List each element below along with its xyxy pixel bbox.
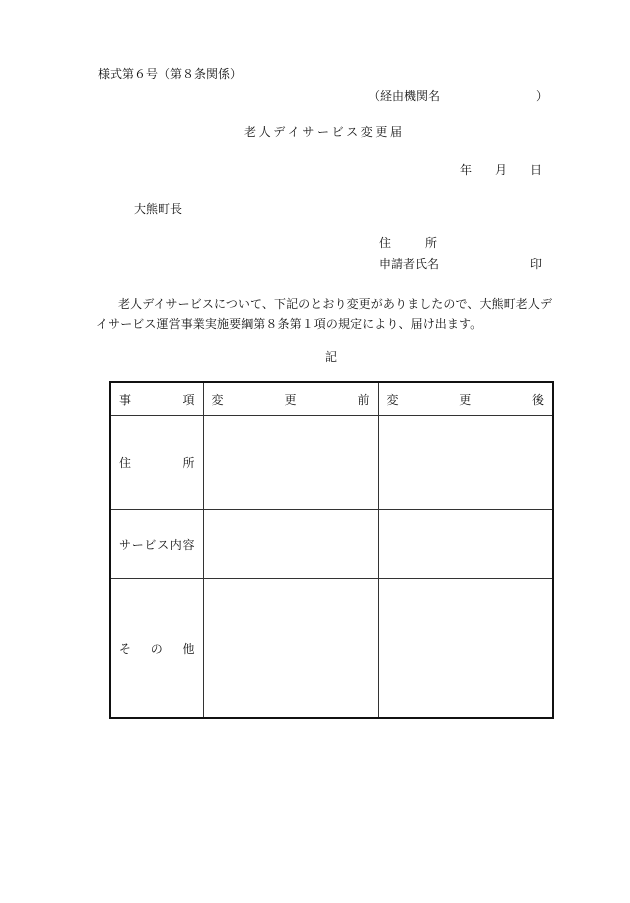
row-label-char: 内: [169, 537, 182, 552]
row-label-char: 容: [182, 537, 195, 552]
change-table: [109, 381, 554, 719]
seal-mark: 印: [530, 257, 543, 271]
header-char: 更: [459, 392, 472, 407]
recipient: 大熊町長: [134, 202, 183, 216]
header-char: 事: [119, 392, 132, 407]
row-label-char: サ: [119, 537, 132, 552]
form-number: 様式第６号（第８条関係）: [98, 67, 243, 81]
applicant-address-label: [379, 236, 437, 250]
via-agency-field: （経由機関名 ）: [368, 89, 549, 103]
row-label-other: [110, 579, 203, 719]
row-label-char: 住: [119, 456, 132, 470]
row-label-char: そ: [119, 641, 132, 656]
date-day-label: 日: [529, 163, 542, 177]
service-before-cell[interactable]: [203, 510, 378, 579]
table-row: [110, 579, 553, 719]
title-char: 変: [360, 125, 373, 139]
title-char: イ: [287, 125, 300, 139]
row-label-char: 所: [182, 456, 195, 470]
title-char: 人: [258, 125, 271, 139]
address-after-cell[interactable]: [378, 416, 553, 510]
table-header-row: [110, 382, 553, 416]
row-label-char: ス: [157, 537, 170, 552]
other-after-cell[interactable]: [378, 579, 553, 719]
row-label-char: の: [150, 641, 163, 656]
header-char: 前: [357, 392, 370, 407]
row-label-address: [110, 416, 203, 510]
header-char: 変: [211, 392, 224, 407]
header-before: [203, 382, 378, 416]
date-month-label: 月: [494, 163, 507, 177]
header-char: 変: [386, 392, 399, 407]
row-label-char: 他: [182, 641, 195, 656]
date-line: [460, 163, 542, 177]
header-after: [378, 382, 553, 416]
address-char: 所: [424, 236, 437, 250]
header-item: [110, 382, 203, 416]
body-text: 老人デイサービスについて、下記のとおり変更がありましたので、大熊町老人デイサービス運営事業実施要綱第８条第１項の規定により、届け出ます。: [96, 297, 553, 331]
row-label-char: ー: [131, 537, 144, 552]
title-char: サ: [302, 125, 315, 139]
table-row: [110, 416, 553, 510]
header-char: 後: [531, 392, 544, 407]
ki-heading: 記: [325, 350, 338, 364]
title-char: ー: [316, 125, 329, 139]
other-before-cell[interactable]: [203, 579, 378, 719]
row-label-service-content: [110, 510, 203, 579]
title-char: ビ: [331, 125, 344, 139]
applicant-name-label: 申請者氏名: [379, 257, 440, 271]
address-char: 住: [379, 236, 392, 250]
date-year-label: 年: [460, 163, 473, 177]
title-char: ス: [346, 125, 359, 139]
title-char: 届: [389, 125, 402, 139]
address-before-cell[interactable]: [203, 416, 378, 510]
service-after-cell[interactable]: [378, 510, 553, 579]
document-title: [244, 125, 402, 139]
header-char: 更: [284, 392, 297, 407]
row-label-char: ビ: [144, 537, 157, 552]
title-char: 老: [244, 125, 257, 139]
title-char: 更: [375, 125, 388, 139]
header-char: 項: [182, 392, 195, 407]
title-char: デ: [273, 125, 286, 139]
table-row: [110, 510, 553, 579]
